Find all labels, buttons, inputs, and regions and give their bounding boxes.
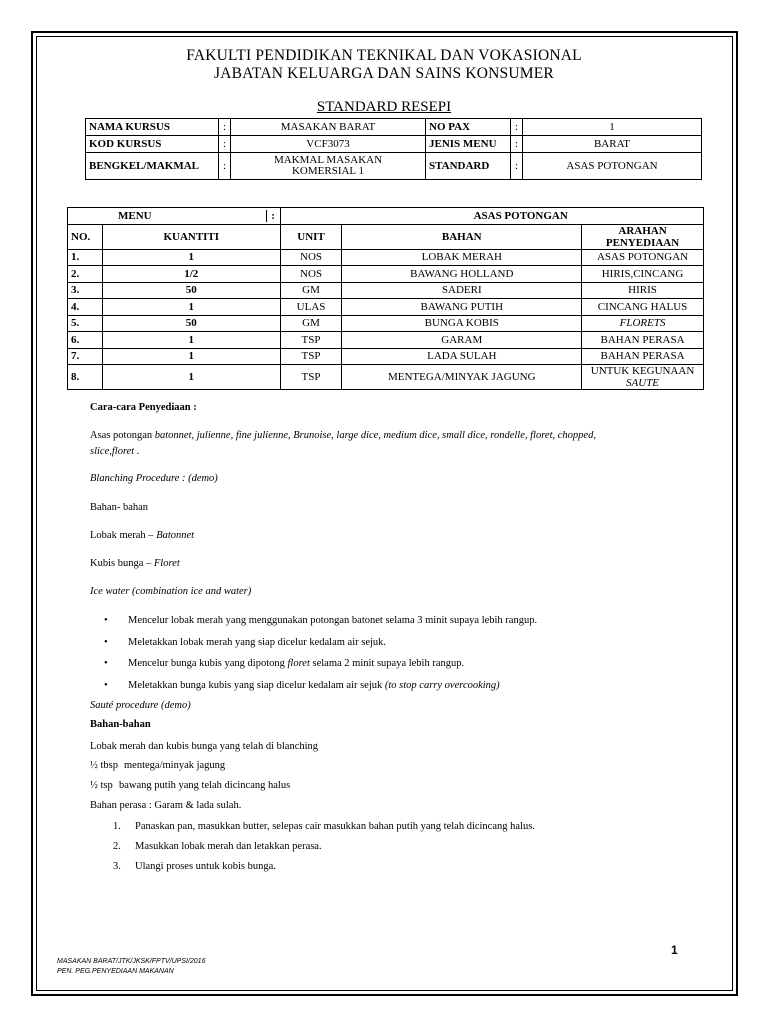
row-qty: 1 [102, 348, 280, 365]
row-qty: 50 [102, 315, 280, 332]
col-header-arahan: ARAHAN PENYEDIAAN [582, 224, 704, 249]
row-no: 5. [68, 315, 103, 332]
bullet-italic: floret [287, 658, 310, 669]
kod-kursus-label: KOD KURSUS [86, 136, 219, 153]
jenis-menu-value: BARAT [523, 136, 702, 153]
arahan-text: UNTUK KEGUNAAN [590, 365, 695, 377]
row-unit: TSP [280, 332, 342, 349]
row-qty: 1 [102, 249, 280, 266]
table-row [68, 332, 704, 349]
info-row [86, 136, 702, 153]
row-arahan: CINCANG HALUS [582, 299, 704, 316]
blanching-heading: Blanching Procedure : (demo) [90, 473, 218, 484]
row-arahan: FLORETS [582, 315, 704, 332]
colon: : [511, 119, 523, 136]
row-qty: 50 [102, 282, 280, 299]
faculty-heading: FAKULTI PENDIDIKAN TEKNIKAL DAN VOKASIONAL [186, 47, 582, 64]
asas-prefix: Asas potongan [90, 430, 155, 441]
step-text: Masukkan lobak merah dan letakkan perasa. [135, 841, 322, 852]
col-header-bahan: BAHAN [342, 224, 582, 249]
ice-water-line: Ice water (combination ice and water) [90, 586, 252, 597]
kod-kursus-value: VCF3073 [231, 136, 426, 153]
no-pax-value: 1 [523, 119, 702, 136]
asas-cuts: batonnet, julienne, fine julienne, Brunoise, large dice, medium dice, small dice, rondelle, floret, chopped, [154, 430, 596, 441]
nama-kursus-value: MASAKAN BARAT [231, 119, 426, 136]
row-bahan: BAWANG HOLLAND [342, 266, 582, 283]
info-row [86, 153, 702, 180]
colon: : [219, 136, 231, 153]
lobak-kubis-line: Lobak merah dan kubis bunga yang telah di blanching [90, 741, 319, 752]
bullet-icon: • [104, 680, 108, 691]
row-no: 4. [68, 299, 103, 316]
col-header-no: NO. [68, 224, 103, 249]
bullet-italic: (to stop carry overcooking) [384, 680, 500, 691]
menu-value: ASAS POTONGAN [280, 208, 703, 225]
saute-heading: Sauté procedure (demo) [90, 700, 191, 711]
bullet-text: selama 2 minit supaya lebih rangup. [309, 658, 465, 669]
row-bahan: MENTEGA/MINYAK JAGUNG [342, 365, 582, 390]
bullet-icon: • [104, 615, 108, 626]
step-text: Ulangi proses untuk kobis bunga. [135, 861, 276, 872]
nama-kursus-label: NAMA KURSUS [86, 119, 219, 136]
bahan-heading: Bahan-bahan [90, 719, 151, 730]
course-info-table [85, 118, 702, 180]
row-unit: TSP [280, 348, 342, 365]
info-row [86, 119, 702, 136]
row-unit: GM [280, 315, 342, 332]
row-bahan: BAWANG PUTIH [342, 299, 582, 316]
table-row [68, 315, 704, 332]
table-row [68, 299, 704, 316]
row-no: 2. [68, 266, 103, 283]
bahan-bahan-label: Bahan- bahan [90, 502, 149, 513]
row-unit: TSP [280, 365, 342, 390]
bullet-item: Meletakkan lobak merah yang siap dicelur kedalam air sejuk. [128, 637, 387, 648]
bengkel-value [231, 153, 426, 180]
row-no: 1. [68, 249, 103, 266]
document-title-text: STANDARD RESEPI [316, 99, 452, 115]
footer-line2: PEN. PEG.PENYEDIAAN MAKANAN [57, 968, 174, 975]
tsp-item: bawang putih yang telah dicincang halus [119, 780, 291, 791]
row-unit: NOS [280, 266, 342, 283]
kubis-prefix: Kubis bunga – [90, 558, 154, 569]
row-bahan: LADA SULAH [342, 348, 582, 365]
colon: : [266, 210, 280, 222]
row-qty: 1 [102, 365, 280, 390]
table-row [68, 282, 704, 299]
table-header-row [68, 224, 704, 249]
col-header-kuantiti: KUANTITI [102, 224, 280, 249]
lobak-line [90, 530, 194, 541]
standard-value: ASAS POTONGAN [523, 153, 702, 180]
standard-label: STANDARD [426, 153, 511, 180]
footer-line1: MASAKAN BARAT/JTK/JKSK/FPTV/UPSI/2016 [57, 958, 206, 965]
colon: : [511, 136, 523, 153]
table-row [68, 249, 704, 266]
row-unit: NOS [280, 249, 342, 266]
row-no: 6. [68, 332, 103, 349]
row-bahan: SADERI [342, 282, 582, 299]
perasa-line: Bahan perasa : Garam & lada sulah. [90, 800, 242, 811]
bullet-text: Meletakkan bunga kubis yang siap dicelur kedalam air sejuk [128, 680, 385, 691]
row-arahan: ASAS POTONGAN [582, 249, 704, 266]
step-number: 1. [113, 821, 121, 832]
step-number: 2. [113, 841, 121, 852]
row-arahan [582, 365, 704, 390]
jenis-menu-label: JENIS MENU [426, 136, 511, 153]
kubis-line [90, 558, 180, 569]
document-title [0, 99, 768, 116]
row-arahan: BAHAN PERASA [582, 348, 704, 365]
row-no: 3. [68, 282, 103, 299]
menu-label-text: MENU [118, 209, 152, 222]
kubis-cut: Floret [153, 558, 180, 569]
col-header-unit: UNIT [280, 224, 342, 249]
colon: : [219, 119, 231, 136]
menu-label [68, 208, 281, 225]
row-unit: GM [280, 282, 342, 299]
step-number: 3. [113, 861, 121, 872]
row-unit: ULAS [280, 299, 342, 316]
row-no: 7. [68, 348, 103, 365]
tbsp-item: mentega/minyak jagung [124, 760, 226, 771]
department-heading: JABATAN KELUARGA DAN SAINS KONSUMER [214, 65, 554, 82]
row-qty: 1 [102, 299, 280, 316]
lobak-prefix: Lobak merah – [90, 530, 157, 541]
tsp-qty: ½ tsp [90, 780, 113, 791]
tbsp-qty: ½ tbsp [90, 760, 119, 771]
bullet-icon: • [104, 637, 108, 648]
bullet-icon: • [104, 658, 108, 669]
bullet-item [128, 658, 464, 669]
cara-heading: Cara-cara Penyediaan : [90, 402, 197, 413]
table-row [68, 266, 704, 283]
bullet-item: Mencelur lobak merah yang menggunakan potongan batonet selama 3 minit supaya lebih rangup. [128, 615, 538, 626]
arahan-italic: SAUTE [626, 377, 660, 389]
row-qty: 1 [102, 332, 280, 349]
colon: : [219, 153, 231, 180]
bengkel-value-line2: KOMERSIAL 1 [291, 165, 364, 177]
menu-title-row [68, 208, 704, 225]
page-number: 1 [671, 943, 678, 957]
asas-line2: slice,floret . [90, 446, 140, 457]
bengkel-value-line1: MAKMAL MASAKAN [273, 154, 383, 166]
no-pax-label: NO PAX [426, 119, 511, 136]
lobak-cut: Batonnet [156, 530, 195, 541]
table-row [68, 348, 704, 365]
table-row [68, 365, 704, 390]
bullet-text: Mencelur bunga kubis yang dipotong [128, 658, 288, 669]
recipe-table [67, 207, 704, 390]
row-bahan: LOBAK MERAH [342, 249, 582, 266]
row-arahan: HIRIS [582, 282, 704, 299]
bengkel-label: BENGKEL/MAKMAL [86, 153, 219, 180]
colon: : [511, 153, 523, 180]
bullet-item [128, 680, 500, 691]
step-text: Panaskan pan, masukkan butter, selepas cair masukkan bahan putih yang telah dicincang halus. [135, 821, 535, 832]
row-qty: 1/2 [102, 266, 280, 283]
row-arahan: HIRIS,CINCANG [582, 266, 704, 283]
asas-line1 [90, 430, 596, 441]
row-bahan: GARAM [342, 332, 582, 349]
row-arahan: BAHAN PERASA [582, 332, 704, 349]
row-bahan: BUNGA KOBIS [342, 315, 582, 332]
row-no: 8. [68, 365, 103, 390]
